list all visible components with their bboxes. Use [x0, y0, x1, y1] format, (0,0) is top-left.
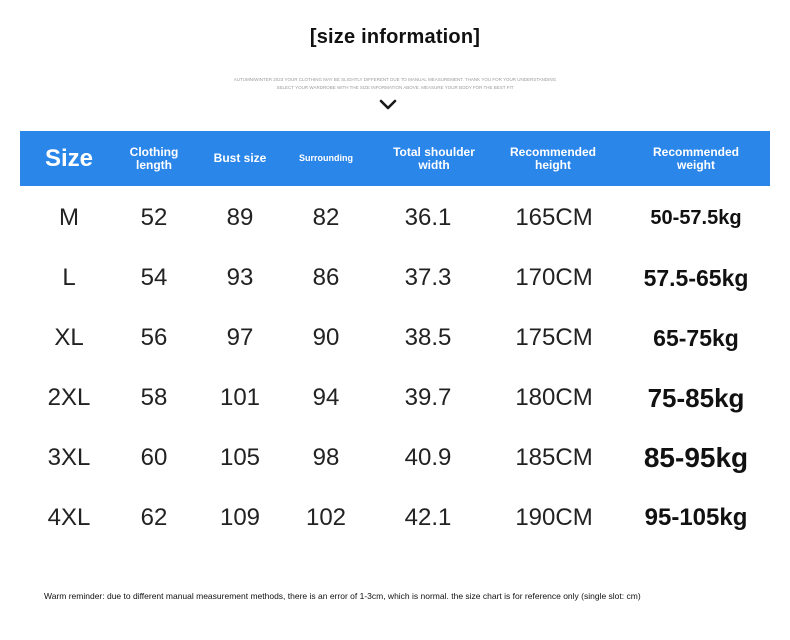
cell-bust-size: 93 — [226, 264, 254, 291]
cell-size: M — [59, 204, 79, 231]
fine-print-line-2: SELECT YOUR WARDROBE WITH THE SIZE INFORMATION ABOVE. MEASURE YOUR BODY FOR THE BEST FIT — [276, 85, 514, 90]
header-surrounding: Surrounding — [299, 153, 353, 163]
cell-bust-size: 89 — [226, 204, 254, 231]
cell-surrounding: 82 — [312, 204, 340, 231]
header-recommended-weight: Recommended weight — [652, 144, 740, 172]
cell-shoulder-width: 37.3 — [404, 264, 452, 291]
cell-bust-size: 97 — [226, 324, 254, 351]
cell-size: L — [62, 264, 76, 291]
table-row — [20, 308, 770, 368]
cell-clothing-length: 56 — [140, 324, 168, 351]
cell-bust-size: 109 — [219, 504, 261, 531]
table-row — [20, 188, 770, 248]
cell-surrounding: 102 — [305, 504, 347, 531]
cell-surrounding: 94 — [312, 384, 340, 411]
cell-size: 4XL — [47, 504, 91, 531]
cell-recommended-height: 175CM — [515, 324, 593, 351]
cell-clothing-length: 54 — [140, 264, 168, 291]
cell-clothing-length: 60 — [140, 444, 168, 471]
cell-bust-size: 101 — [219, 384, 261, 411]
cell-bust-size: 105 — [219, 444, 261, 471]
footer-note: Warm reminder: due to different manual measurement methods, there is an error of 1-3cm, which is normal. the size chart is for reference only (single slot: cm) — [44, 591, 641, 601]
cell-size: 3XL — [47, 444, 91, 471]
cell-recommended-weight: 57.5-65kg — [643, 264, 749, 291]
cell-shoulder-width: 39.7 — [404, 384, 452, 411]
cell-surrounding: 86 — [312, 264, 340, 291]
header-shoulder-width: Total shoulder width — [393, 144, 475, 172]
cell-shoulder-width: 36.1 — [404, 204, 452, 231]
header-size: Size — [44, 145, 94, 172]
cell-size: XL — [54, 324, 84, 351]
fine-print-line-1: AUTUMN/WINTER 2023 YOUR CLOTHING MAY BE SLIGHTLY DIFFERENT DUE TO MANUAL MEASUREMENT. THANK YOU FOR YOUR UNDERSTANDING — [233, 77, 557, 82]
cell-recommended-height: 170CM — [515, 264, 593, 291]
cell-clothing-length: 52 — [140, 204, 168, 231]
cell-surrounding: 98 — [312, 444, 340, 471]
header-bust-size: Bust size — [213, 151, 267, 165]
cell-recommended-weight: 50-57.5kg — [650, 206, 742, 229]
cell-shoulder-width: 38.5 — [404, 324, 452, 351]
cell-surrounding: 90 — [312, 324, 340, 351]
table-row — [20, 368, 770, 428]
cell-recommended-height: 180CM — [515, 384, 593, 411]
cell-recommended-weight: 75-85kg — [647, 382, 745, 413]
cell-clothing-length: 58 — [140, 384, 168, 411]
cell-recommended-height: 190CM — [515, 504, 593, 531]
page-title: [size information] — [309, 26, 481, 48]
cell-clothing-length: 62 — [140, 504, 168, 531]
table-row — [20, 488, 770, 548]
chevron-down-icon — [379, 99, 397, 111]
cell-recommended-height: 165CM — [515, 204, 593, 231]
cell-recommended-height: 185CM — [515, 444, 593, 471]
header-clothing-length: Clothing length — [129, 144, 179, 172]
cell-shoulder-width: 42.1 — [404, 504, 452, 531]
table-header — [20, 131, 770, 186]
cell-recommended-weight: 65-75kg — [653, 324, 739, 351]
cell-recommended-weight: 85-95kg — [643, 442, 749, 473]
table-row — [20, 248, 770, 308]
cell-size: 2XL — [47, 384, 91, 411]
header-recommended-height: Recommended height — [509, 144, 597, 172]
cell-recommended-weight: 95-105kg — [644, 504, 748, 531]
cell-shoulder-width: 40.9 — [404, 444, 452, 471]
table-row — [20, 428, 770, 488]
